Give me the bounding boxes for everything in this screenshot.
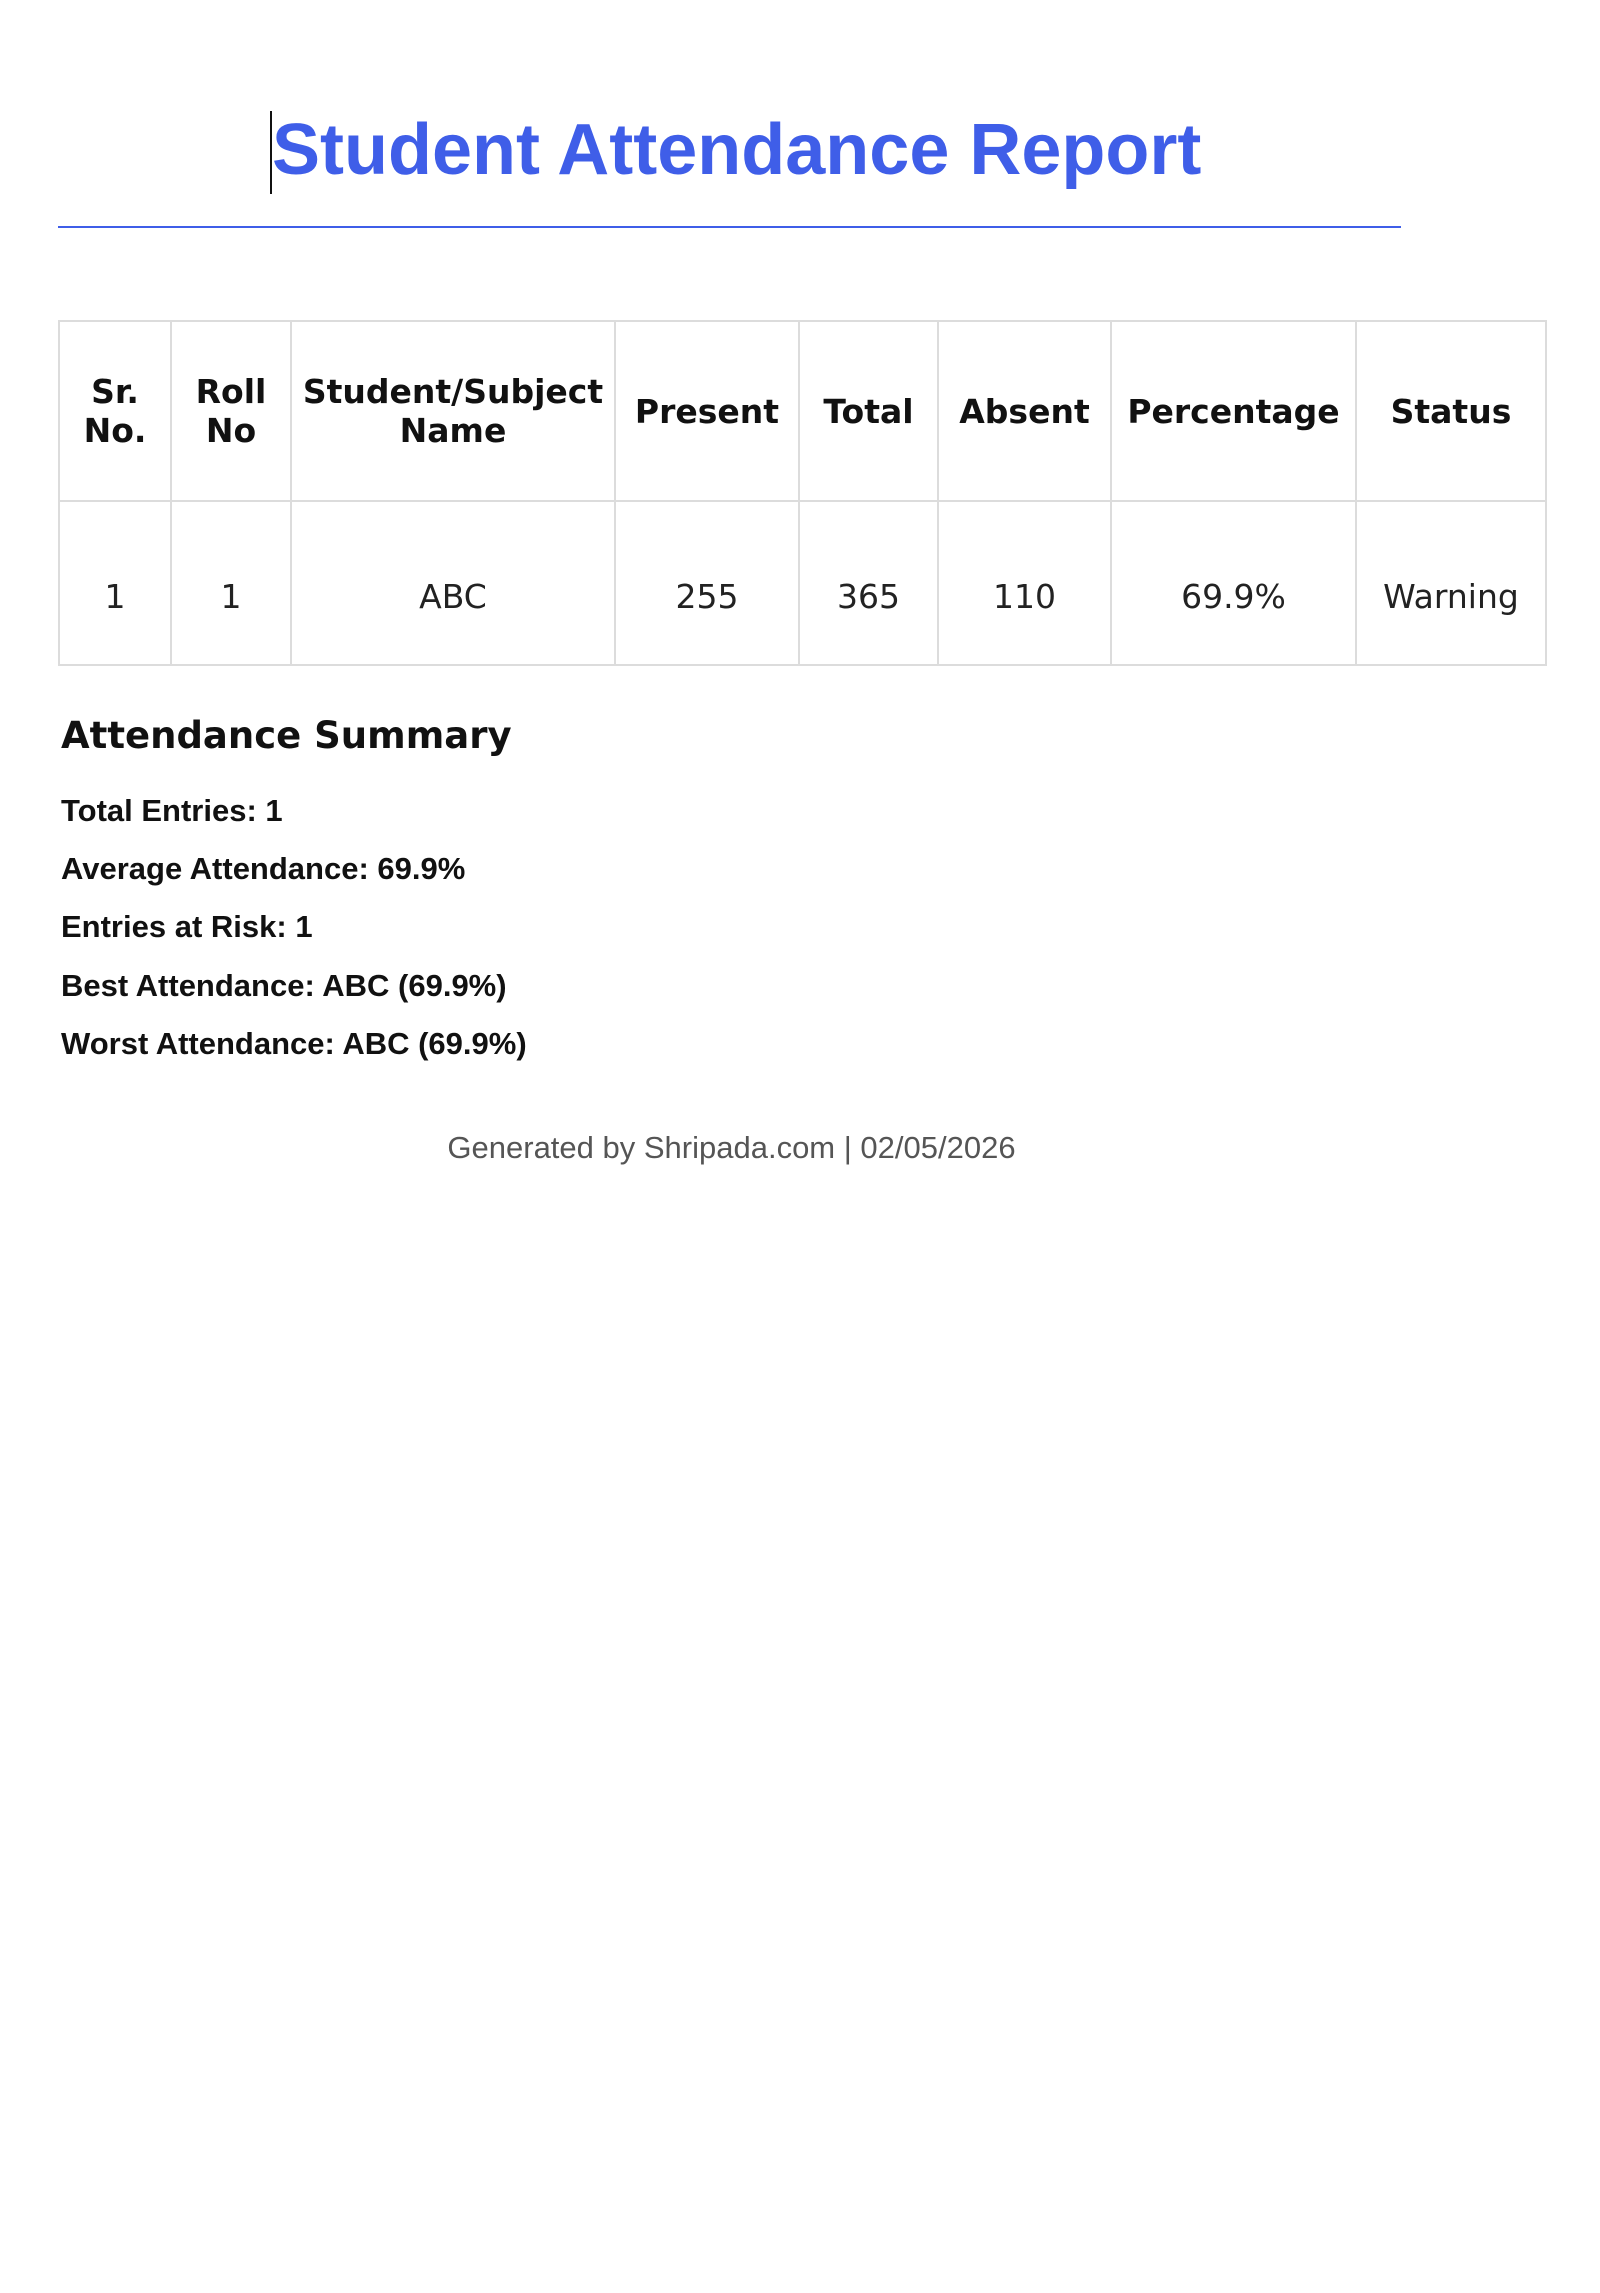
title-divider [58,226,1401,228]
summary-best-attendance [61,966,507,1006]
cell-status: Warning [1356,501,1546,665]
cell-roll-no: 1 [171,501,291,665]
summary-entries-at-risk [61,907,313,947]
summary-value: 69.9% [377,851,466,886]
summary-heading: Attendance Summary [61,714,512,757]
summary-label: Worst Attendance: [61,1026,343,1061]
attendance-table [58,320,1547,666]
header-roll-line2: No [205,411,257,450]
cell-percentage: 69.9% [1111,501,1356,665]
header-sr-no [59,321,171,501]
header-present: Present [615,321,799,501]
summary-value: 1 [265,793,283,828]
summary-label: Entries at Risk: [61,909,296,944]
table-row [59,501,1546,665]
summary-value: 1 [295,909,313,944]
header-sr-line1: Sr. [91,372,139,411]
cell-total: 365 [799,501,938,665]
header-roll-line1: Roll [195,372,267,411]
header-sr-line2: No. [83,411,147,450]
cell-present: 255 [615,501,799,665]
summary-total-entries [61,791,283,831]
summary-label: Total Entries: [61,793,266,828]
header-percentage: Percentage [1111,321,1356,501]
footer-generated-by: Generated by Shripada.com | 02/05/2026 [447,1130,1016,1165]
header-student-name [291,321,615,501]
table-header-row [59,321,1546,501]
cell-sr-no: 1 [59,501,171,665]
summary-label: Average Attendance: [61,851,378,886]
summary-value: ABC (69.9%) [342,1026,527,1061]
cell-student-name: ABC [291,501,615,665]
header-roll-no [171,321,291,501]
header-name-line2: Name [399,411,507,450]
page-title[interactable]: Student Attendance Report [272,110,1202,190]
summary-worst-attendance [61,1024,527,1064]
summary-label: Best Attendance: [61,968,323,1003]
header-total: Total [799,321,938,501]
header-absent: Absent [938,321,1111,501]
header-name-line1: Student/Subject [302,372,604,411]
summary-average-attendance [61,849,465,889]
header-status: Status [1356,321,1546,501]
cell-absent: 110 [938,501,1111,665]
summary-value: ABC (69.9%) [322,968,507,1003]
